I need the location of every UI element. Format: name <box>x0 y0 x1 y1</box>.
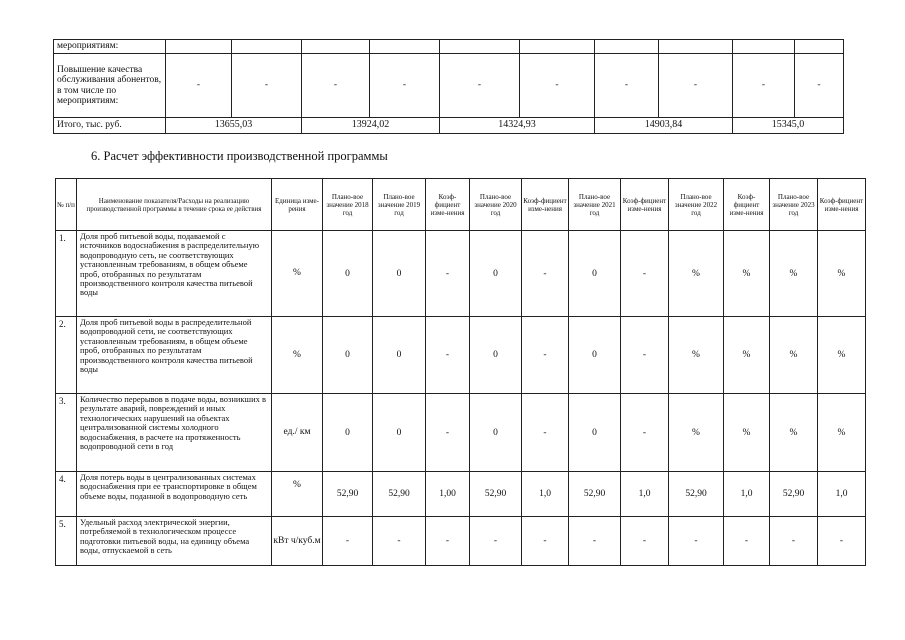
row-name: Доля проб питьевой воды, подаваемой с источников водоснабжения в распределительную водопроводную сеть, не соответствующих установленным требованиям, в общем объеме проб, отобранных по результатам производственного контроля качества питьевой воды <box>77 231 272 317</box>
row-quality-label: Повышение качества обслуживания абонентов, в том числе по мероприятиям: <box>54 54 166 118</box>
value-cell: % <box>724 394 770 472</box>
value-cell: 52,90 <box>373 472 426 517</box>
header-cell: Наименование показателя/Расходы на реализацию производственной программы в течение срока ее действия <box>77 179 272 231</box>
table-row <box>56 394 866 472</box>
value-cell: 0 <box>323 394 373 472</box>
cell: - <box>370 54 440 118</box>
value-cell: % <box>669 394 724 472</box>
header-cell: Плано-вое значение 2022 год <box>669 179 724 231</box>
value-cell: 52,90 <box>323 472 373 517</box>
row-unit: % <box>272 231 323 317</box>
top-table <box>53 39 844 134</box>
value-cell: 0 <box>569 394 621 472</box>
table-row <box>56 231 866 317</box>
header-cell: Коэф-фициент изме-нения <box>818 179 866 231</box>
value-cell: % <box>669 231 724 317</box>
header-cell: № п/п <box>56 179 77 231</box>
value-cell: - <box>522 517 569 566</box>
value-cell: 0 <box>569 231 621 317</box>
value-cell: 1,0 <box>724 472 770 517</box>
cell: - <box>520 54 595 118</box>
value-cell: % <box>770 317 818 394</box>
cell: - <box>302 54 370 118</box>
header-cell: Плано-вое значение 2018 год <box>323 179 373 231</box>
value-cell: 52,90 <box>470 472 522 517</box>
cell: - <box>795 54 844 118</box>
value-cell: % <box>770 231 818 317</box>
row-total-label: Итого, тыс. руб. <box>54 118 166 134</box>
value-cell: 52,90 <box>770 472 818 517</box>
total-value: 13924,02 <box>302 118 440 134</box>
value-cell: - <box>426 231 470 317</box>
row-quality <box>54 54 844 118</box>
value-cell: - <box>426 394 470 472</box>
header-cell: Плано-вое значение 2023 год <box>770 179 818 231</box>
total-value: 14903,84 <box>595 118 733 134</box>
row-index: 4. <box>56 472 77 517</box>
cell: - <box>659 54 733 118</box>
table-row <box>56 317 866 394</box>
header-cell: Плано-вое значение 2020 год <box>470 179 522 231</box>
value-cell: % <box>669 317 724 394</box>
cell: - <box>440 54 520 118</box>
total-value: 13655,03 <box>166 118 302 134</box>
header-cell: Коэф-фициент изме-нения <box>724 179 770 231</box>
value-cell: 1,0 <box>818 472 866 517</box>
table-row <box>56 517 866 566</box>
value-cell: - <box>621 231 669 317</box>
row-activities-label: мероприятиям: <box>54 40 166 54</box>
value-cell: - <box>426 517 470 566</box>
table-row <box>56 472 866 517</box>
value-cell: - <box>522 317 569 394</box>
value-cell: % <box>724 317 770 394</box>
header-cell: Коэф-фициент изме-нения <box>621 179 669 231</box>
row-index: 3. <box>56 394 77 472</box>
value-cell: - <box>426 317 470 394</box>
value-cell: - <box>669 517 724 566</box>
value-cell: - <box>621 317 669 394</box>
header-cell: Плано-вое значение 2019 год <box>373 179 426 231</box>
value-cell: 0 <box>323 231 373 317</box>
row-total <box>54 118 844 134</box>
row-name: Доля потерь воды в централизованных системах водоснабжения при ее транспортировке в общем объеме воды, поданной в водопроводную сеть <box>77 472 272 517</box>
value-cell: 0 <box>470 231 522 317</box>
row-unit: % <box>272 472 323 517</box>
row-unit: ед./ км <box>272 394 323 472</box>
value-cell: - <box>470 517 522 566</box>
value-cell: 52,90 <box>569 472 621 517</box>
header-cell: Коэф-фициент изме-нения <box>522 179 569 231</box>
value-cell: - <box>621 517 669 566</box>
section-title: 6. Расчет эффективности производственной программы <box>91 149 388 163</box>
cell: - <box>232 54 302 118</box>
header-cell: Единица изме-рения <box>272 179 323 231</box>
row-name: Доля проб питьевой воды в распределительной водопроводной сети, не соответствующих установленным требованиям, в общем объеме проб, отобранных по результатам производственного контроля качества питьевой воды <box>77 317 272 394</box>
row-name: Удельный расход электрической энергии, потребляемой в технологическом процессе подготовки питьевой воды, на единицу объема воды, отпускаемой в сеть <box>77 517 272 566</box>
value-cell: 1,0 <box>621 472 669 517</box>
value-cell: 0 <box>569 317 621 394</box>
row-index: 2. <box>56 317 77 394</box>
header-cell: Коэф-фициент изме-нения <box>426 179 470 231</box>
value-cell: 0 <box>373 394 426 472</box>
row-index: 1. <box>56 231 77 317</box>
value-cell: 52,90 <box>669 472 724 517</box>
header-cell: Плано-вое значение 2021 год <box>569 179 621 231</box>
value-cell: - <box>522 394 569 472</box>
row-name: Количество перерывов в подаче воды, возникших в результате аварий, повреждений и иных технологических нарушений на объектах централизованной системы холодного водоснабжения, в расчете на протяженность водопроводной сети в год <box>77 394 272 472</box>
value-cell: 0 <box>470 394 522 472</box>
value-cell: 0 <box>470 317 522 394</box>
cell: - <box>166 54 232 118</box>
row-index: 5. <box>56 517 77 566</box>
efficiency-table <box>55 178 866 566</box>
row-activities <box>54 40 844 54</box>
value-cell: - <box>522 231 569 317</box>
total-value: 15345,0 <box>733 118 844 134</box>
value-cell: % <box>818 394 866 472</box>
value-cell: % <box>724 231 770 317</box>
value-cell: % <box>770 394 818 472</box>
value-cell: - <box>724 517 770 566</box>
value-cell: 1,0 <box>522 472 569 517</box>
value-cell: - <box>770 517 818 566</box>
header-row <box>56 179 866 231</box>
total-value: 14324,93 <box>440 118 595 134</box>
value-cell: - <box>323 517 373 566</box>
value-cell: - <box>569 517 621 566</box>
value-cell: 0 <box>373 317 426 394</box>
value-cell: 0 <box>323 317 373 394</box>
row-unit: кВт ч/куб.м <box>272 517 323 566</box>
value-cell: 1,00 <box>426 472 470 517</box>
cell: - <box>733 54 795 118</box>
value-cell: - <box>373 517 426 566</box>
row-unit: % <box>272 317 323 394</box>
value-cell: - <box>621 394 669 472</box>
value-cell: 0 <box>373 231 426 317</box>
cell: - <box>595 54 659 118</box>
value-cell: - <box>818 517 866 566</box>
value-cell: % <box>818 317 866 394</box>
value-cell: % <box>818 231 866 317</box>
